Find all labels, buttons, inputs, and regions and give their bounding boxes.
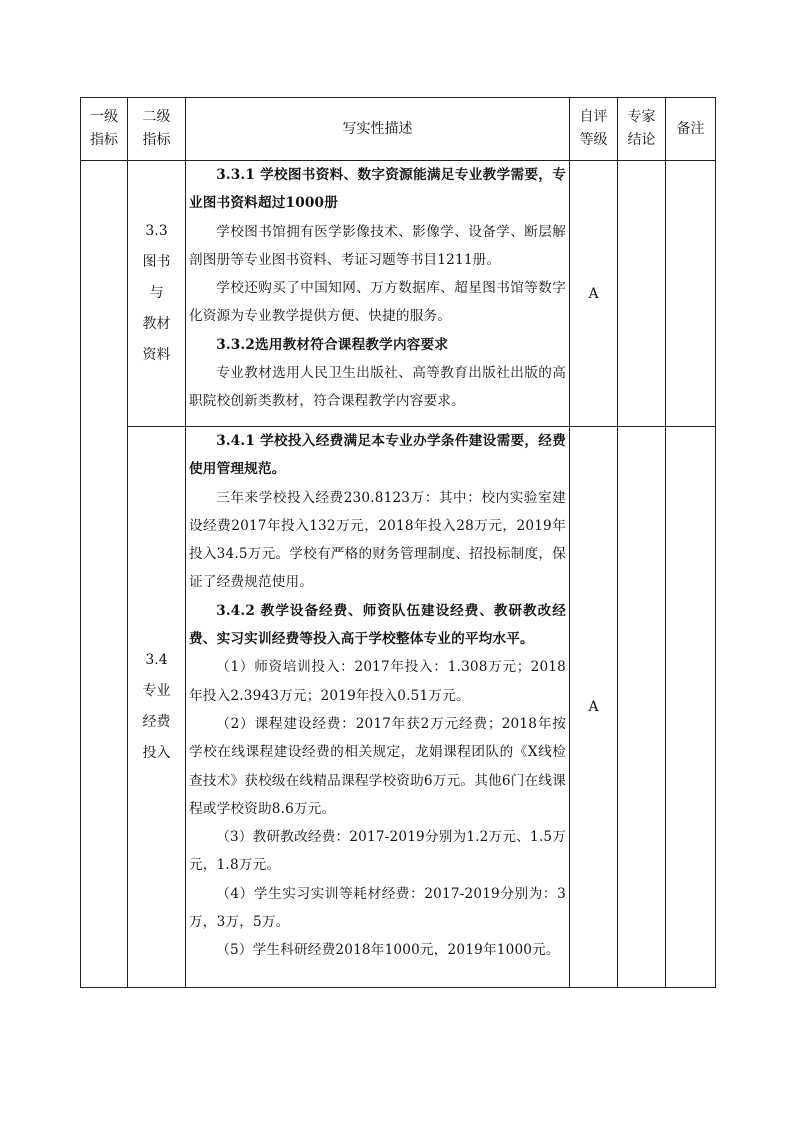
description-cell — [186, 427, 570, 988]
description-paragraph: （4）学生实习实训等耗材经费：2017-2019分别为：3万，3万，5万。 — [189, 885, 566, 931]
description-paragraph: （5）学生科研经费2018年1000元，2019年1000元。 — [216, 942, 560, 959]
expert-cell — [618, 427, 666, 988]
description-paragraph: （2）课程建设经费：2017年获2万元经费；2018年按学校在线课程建设经费的相关规定，龙娟课程团队的《X线检查技术》获校级在线精品课程学校资助6万元。其他6门在线课程或学校资助8.6万元。 — [189, 715, 566, 817]
header-description: 写实性描述 — [186, 98, 570, 161]
header-self-grade: 自评 等级 — [570, 98, 618, 161]
level1-cell — [81, 161, 128, 988]
level2-cell: 3.3 图书 与 教材 资料 — [128, 161, 186, 427]
self-grade-cell: A — [570, 161, 618, 427]
description-paragraph: 三年来学校投入经费230.8123万：其中：校内实验室建设经费2017年投入132万元，2018年投入28万元，2019年投入34.5万元。学校有严格的财务管理制度、招投标制度，保证了经费规范使用。 — [189, 489, 566, 591]
evaluation-table — [80, 97, 716, 988]
criterion-heading: 3.4.2 教学设备经费、师资队伍建设经费、教研教改经费、实习实训经费等投入高于学校整体专业的平均水平。 — [189, 602, 566, 648]
criterion-heading: 3.4.1 学校投入经费满足本专业办学条件建设需要，经费使用管理规范。 — [189, 433, 566, 478]
criterion-heading: 3.3.1 学校图书资料、数字资源能满足专业教学需要，专业图书资料超过1000册 — [189, 167, 566, 212]
header-remark: 备注 — [666, 98, 716, 161]
description-paragraph: （3）教研教改经费：2017-2019分别为1.2万元、1.5万元，1.8万元。 — [189, 829, 566, 874]
criterion-heading: 3.3.2选用教材符合课程教学内容要求 — [216, 336, 449, 353]
self-grade-cell: A — [570, 427, 618, 988]
table-row — [81, 161, 716, 427]
remark-cell — [666, 161, 716, 427]
header-level1: 一级 指标 — [81, 98, 128, 161]
description-cell — [186, 161, 570, 427]
description-paragraph: （1）师资培训投入：2017年投入：1.308万元；2018年投入2.3943万元；2019年投入0.51万元。 — [189, 659, 566, 704]
description-paragraph: 学校图书馆拥有医学影像技术、影像学、设备学、断层解剖图册等专业图书资料、考证习题等书目1211册。 — [189, 223, 566, 268]
header-row — [81, 98, 716, 161]
description-paragraph: 学校还购买了中国知网、万方数据库、超星图书馆等数字化资源为专业教学提供方便、快捷的服务。 — [189, 280, 566, 325]
table-row — [81, 427, 716, 988]
description-paragraph: 专业教材选用人民卫生出版社、高等教育出版社出版的高职院校创新类教材，符合课程教学内容要求。 — [189, 365, 566, 410]
level2-cell: 3.4 专业 经费 投入 — [128, 427, 186, 988]
header-expert: 专家 结论 — [618, 98, 666, 161]
expert-cell — [618, 161, 666, 427]
remark-cell — [666, 427, 716, 988]
header-level2: 二级 指标 — [128, 98, 186, 161]
